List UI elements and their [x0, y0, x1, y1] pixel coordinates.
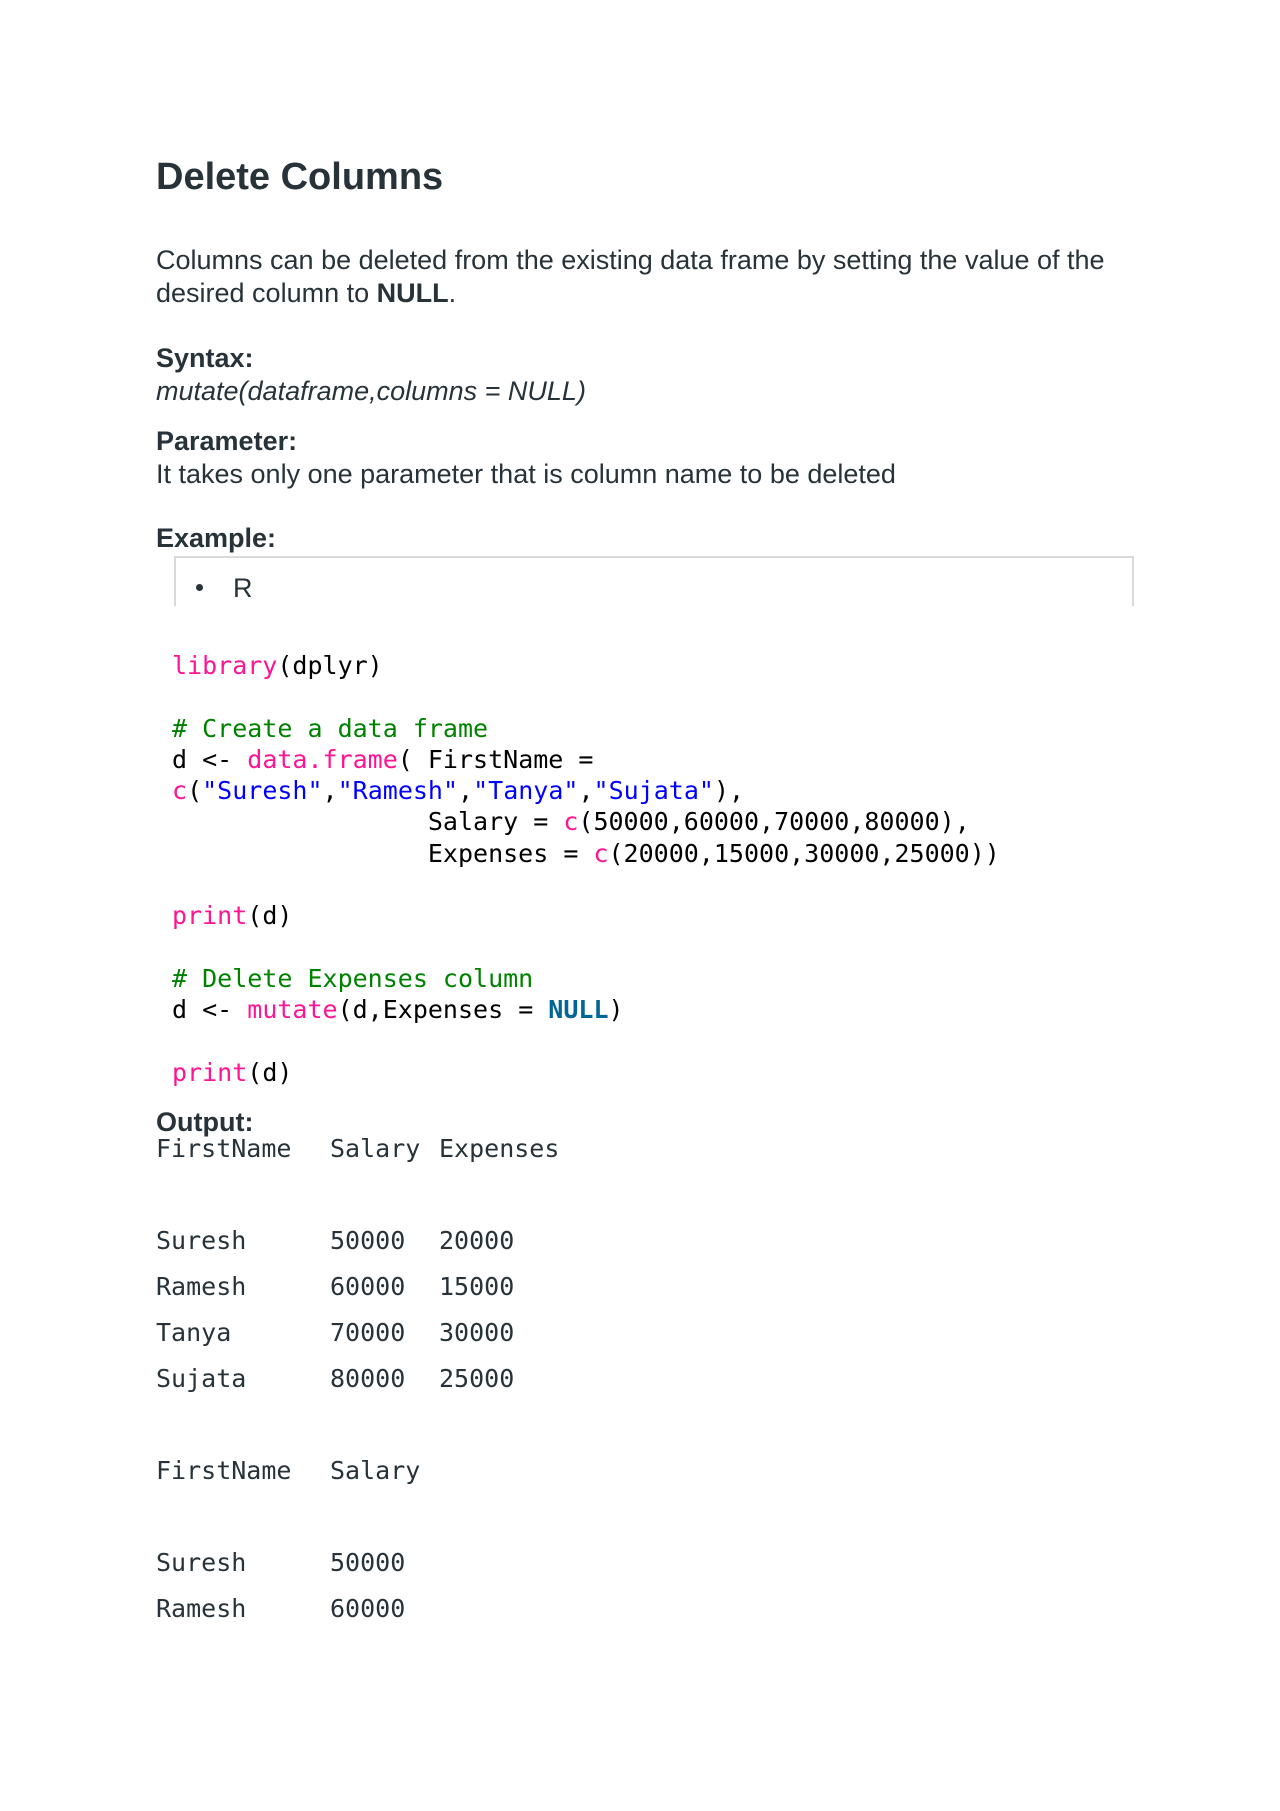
code-line — [172, 651, 383, 680]
table-row — [156, 1594, 406, 1714]
code-text: ( FirstName = — [397, 744, 594, 774]
code-function: c — [563, 807, 579, 837]
column-header: Salary — [330, 1134, 421, 1163]
code-text: Salary = — [172, 807, 564, 837]
code-text: ), — [713, 776, 745, 806]
table-cell: 80000 — [330, 1364, 406, 1393]
code-function: print — [172, 1057, 248, 1087]
code-line — [172, 839, 1000, 868]
table-cell: 70000 — [330, 1318, 406, 1347]
table-cell: Sujata — [156, 1364, 247, 1393]
table-cell: 50000 — [330, 1548, 406, 1577]
code-line — [172, 1058, 292, 1087]
table-cell: 15000 — [439, 1272, 515, 1301]
code-function: print — [172, 901, 248, 931]
column-header: Expenses — [439, 1134, 560, 1163]
code-function: mutate — [247, 995, 338, 1025]
table-cell: Suresh — [156, 1226, 247, 1255]
code-text: (20000,15000,30000,25000)) — [608, 838, 1000, 868]
code-comment: # Delete Expenses column — [172, 963, 534, 993]
intro-text: Columns can be deleted from the existing data frame by setting the value of the desired column to — [156, 245, 1105, 308]
code-text: (d) — [247, 1057, 293, 1087]
bullet-icon — [196, 584, 203, 591]
table-cell: Ramesh — [156, 1272, 247, 1301]
column-header: FirstName — [156, 1456, 292, 1485]
code-language-tabs — [174, 556, 1134, 606]
example-label: Example: — [156, 523, 277, 553]
table-cell: Tanya — [156, 1318, 232, 1347]
table-cell: Ramesh — [156, 1594, 247, 1623]
table-cell: 30000 — [439, 1318, 515, 1347]
syntax-value: mutate(dataframe,columns = NULL) — [156, 376, 586, 406]
code-text: d <- — [172, 995, 248, 1025]
code-text: (50000,60000,70000,80000), — [578, 807, 970, 837]
code-text: Expenses = — [172, 838, 594, 868]
intro-end: . — [448, 278, 457, 308]
code-line — [172, 745, 593, 774]
column-header: Salary — [330, 1456, 421, 1485]
code-block — [172, 650, 1000, 1088]
column-header: FirstName — [156, 1134, 292, 1163]
page-title: Delete Columns — [156, 156, 444, 198]
table-cell: 60000 — [330, 1594, 406, 1623]
code-text: (dplyr) — [277, 651, 383, 680]
parameter-label: Parameter: — [156, 426, 298, 456]
code-function: c — [593, 838, 609, 868]
table-cell: 25000 — [439, 1364, 515, 1393]
language-tab-r[interactable] — [196, 572, 253, 605]
code-comment: # Create a data frame — [172, 713, 489, 743]
code-function: c — [172, 776, 188, 806]
code-string: "Sujata" — [593, 776, 714, 806]
syntax-label: Syntax: — [156, 343, 254, 373]
code-line — [172, 995, 624, 1024]
code-line — [172, 901, 292, 930]
code-text: ) — [608, 995, 624, 1025]
parameter-value: It takes only one parameter that is column name to be deleted — [156, 459, 896, 489]
code-string: "Suresh" — [202, 776, 323, 806]
code-text: d <- — [172, 744, 248, 774]
output-label: Output: — [156, 1107, 254, 1137]
table-cell: Suresh — [156, 1548, 247, 1577]
code-text: (d,Expenses = — [337, 995, 549, 1025]
code-function: library — [172, 651, 278, 680]
table-cell: 60000 — [330, 1272, 406, 1301]
code-text: ( — [187, 776, 203, 806]
intro-paragraph — [156, 244, 1136, 310]
table-cell: 20000 — [439, 1226, 515, 1255]
table-cell: 50000 — [330, 1226, 406, 1255]
code-line: c("Suresh","Ramesh","Tanya","Sujata"), — [172, 776, 745, 806]
code-text: (d) — [247, 901, 293, 931]
code-string: "Ramesh" — [337, 776, 459, 806]
code-string: "Tanya" — [473, 776, 579, 806]
code-line — [172, 807, 970, 836]
code-keyword: NULL — [548, 995, 609, 1025]
code-function: data.frame — [247, 744, 398, 774]
intro-bold: NULL — [376, 278, 449, 308]
language-tab-label: R — [233, 573, 253, 603]
